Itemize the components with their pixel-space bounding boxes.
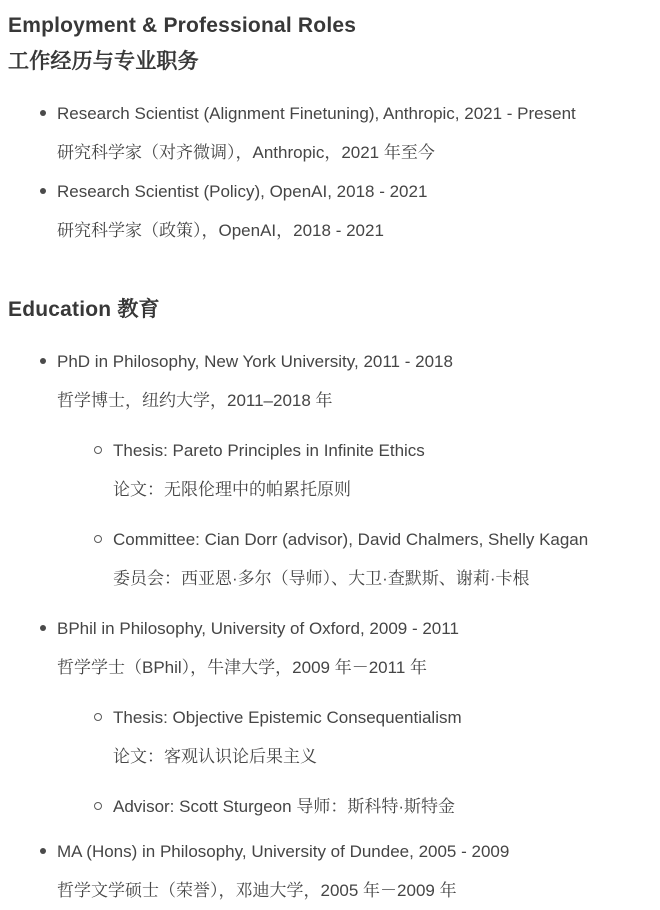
item-line-en: Research Scientist (Policy), OpenAI, 2018 - 2021 <box>57 182 428 201</box>
item-line-zh: 哲学学士（BPhil），牛津大学，2009 年－2011 年 <box>57 658 428 677</box>
subitem-line-en: Thesis: Objective Epistemic Consequentialism <box>113 708 462 727</box>
phd-sublist <box>57 431 660 598</box>
education-list <box>8 342 660 910</box>
item-line-en: PhD in Philosophy, New York University, 2011 - 2018 <box>57 352 453 371</box>
bphil-sublist <box>57 698 660 826</box>
item-line-zh: 哲学博士，纽约大学，2011–2018 年 <box>57 391 333 410</box>
section-heading-bilingual: Education 教育 <box>8 298 160 321</box>
subitem-line-en: Thesis: Pareto Principles in Infinite Ethics <box>113 441 425 460</box>
sub-list-item <box>57 698 660 776</box>
circle-bullet-icon <box>94 446 102 454</box>
item-line-zh: 研究科学家（政策），OpenAI，2018 - 2021 <box>57 221 384 240</box>
section-heading-en: Employment & Professional Roles <box>8 14 357 37</box>
bullet-icon <box>40 625 46 631</box>
subitem-line-zh: 论文：无限伦理中的帕累托原则 <box>113 480 351 499</box>
item-line-zh: 研究科学家（对齐微调），Anthropic，2021 年至今 <box>57 143 435 162</box>
item-line-en: BPhil in Philosophy, University of Oxford, 2009 - 2011 <box>57 619 459 638</box>
sub-list-item <box>57 520 660 598</box>
subitem-line-zh: 委员会：西亚恩·多尔（导师）、大卫·查默斯、谢莉·卡根 <box>113 569 530 588</box>
subitem-line-en: Committee: Cian Dorr (advisor), David Chalmers, Shelly Kagan <box>113 530 589 549</box>
section-heading-education <box>8 292 660 328</box>
subitem-line-zh: 论文：客观认识论后果主义 <box>113 747 317 766</box>
subitem-line-bilingual: Advisor: Scott Sturgeon 导师：斯科特·斯特金 <box>113 797 455 816</box>
employment-list <box>8 94 660 250</box>
list-item-ma <box>8 832 660 910</box>
list-item <box>8 94 660 172</box>
section-heading-zh: 工作经历与专业职务 <box>8 50 199 73</box>
circle-bullet-icon <box>94 535 102 543</box>
bullet-icon <box>40 188 46 194</box>
sub-list-item <box>57 431 660 509</box>
section-heading-employment <box>8 8 660 80</box>
item-line-zh: 哲学文学硕士（荣誉），邓迪大学，2005 年－2009 年 <box>57 881 457 900</box>
circle-bullet-icon <box>94 713 102 721</box>
list-item-phd <box>8 342 660 598</box>
item-line-en: Research Scientist (Alignment Finetuning), Anthropic, 2021 - Present <box>57 104 576 123</box>
list-item <box>8 172 660 250</box>
circle-bullet-icon <box>94 802 102 810</box>
item-line-en: MA (Hons) in Philosophy, University of Dundee, 2005 - 2009 <box>57 842 510 861</box>
bullet-icon <box>40 110 46 116</box>
bullet-icon <box>40 848 46 854</box>
sub-list-item <box>57 787 660 826</box>
list-item-bphil <box>8 609 660 826</box>
bullet-icon <box>40 358 46 364</box>
